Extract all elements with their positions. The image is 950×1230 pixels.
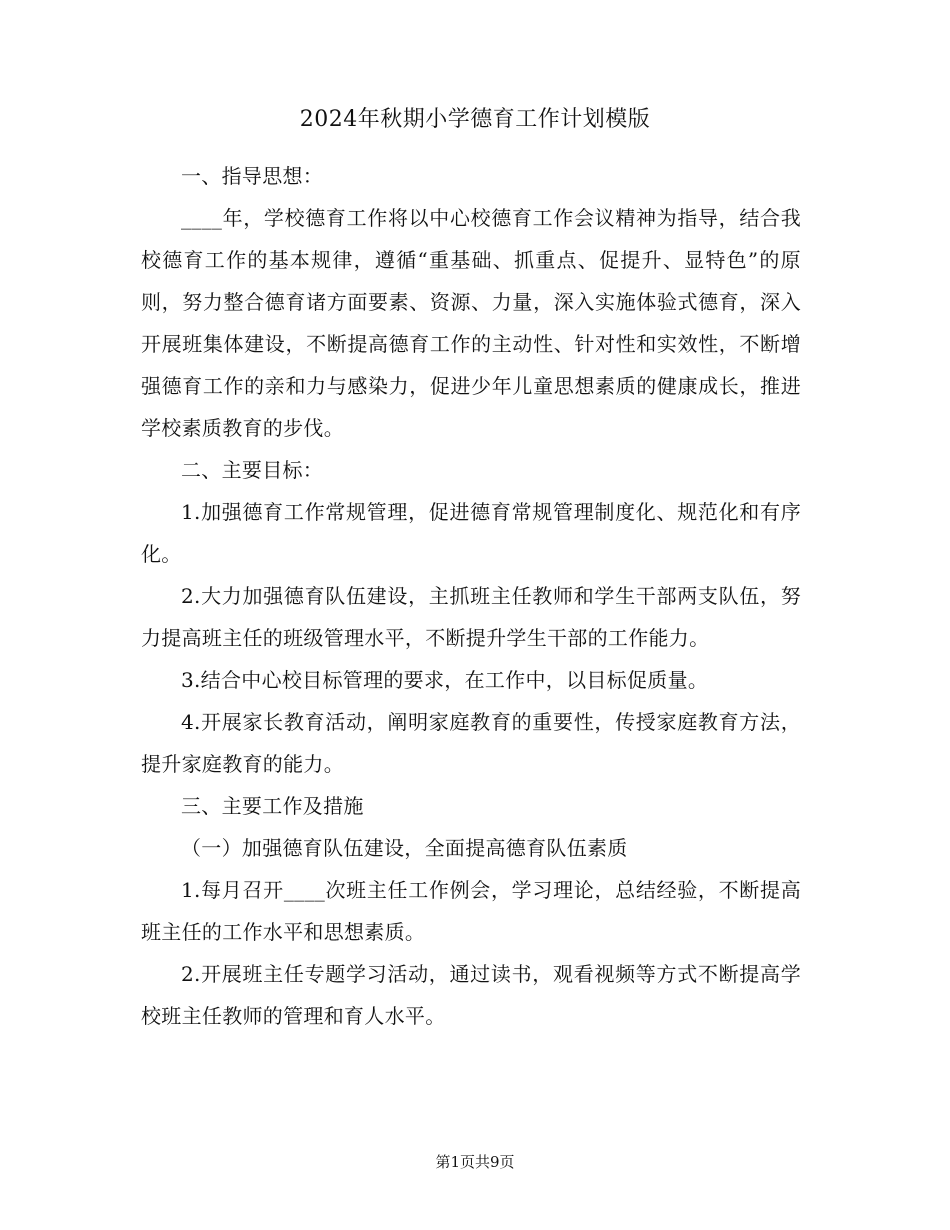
- section-heading-main-goals: 二、主要目标：: [181, 458, 324, 482]
- paragraph-guiding-ideology: ____年，学校德育工作将以中心校德育工作会议精神为指导，结合我校德育工作的基本规律，遵循“重基础、抓重点、促提升、显特色”的原则，努力整合德育诸方面要素、资源、力量，深入实施体验式德育，深入开展班集体建设，不断提高德育工作的主动性、针对性和实效性，不断增强德育工作的亲和力与感染力，促进少年儿童思想素质的健康成长，推进学校素质教育的步伐。: [141, 206, 801, 440]
- measure-item-1: 1.每月召开____次班主任工作例会，学习理论，总结经验，不断提高班主任的工作水平和思想素质。: [141, 878, 801, 944]
- goal-item-4: 4.开展家长教育活动，阐明家庭教育的重要性，传授家庭教育方法，提升家庭教育的能力。: [141, 710, 801, 776]
- goal-item-2: 2.大力加强德育队伍建设，主抓班主任教师和学生干部两支队伍，努力提高班主任的班级管理水平，不断提升学生干部的工作能力。: [141, 584, 801, 650]
- goal-item-3: 3.结合中心校目标管理的要求，在工作中，以目标促质量。: [181, 668, 709, 692]
- section-heading-main-work: 三、主要工作及措施: [181, 794, 364, 818]
- subsection-heading-team-building: （一）加强德育队伍建设，全面提高德育队伍素质: [181, 836, 628, 860]
- goal-item-1: 1.加强德育工作常规管理，促进德育常规管理制度化、规范化和有序化。: [141, 500, 801, 566]
- measure-item-2: 2.开展班主任专题学习活动，通过读书，观看视频等方式不断提高学校班主任教师的管理和育人水平。: [141, 962, 801, 1028]
- page-number-footer: 第1页共9页: [435, 1153, 515, 1171]
- document-body: [141, 155, 801, 1037]
- document-title: 2024年秋期小学德育工作计划模版: [299, 107, 651, 132]
- section-heading-guiding-ideology: 一、指导思想：: [181, 164, 324, 188]
